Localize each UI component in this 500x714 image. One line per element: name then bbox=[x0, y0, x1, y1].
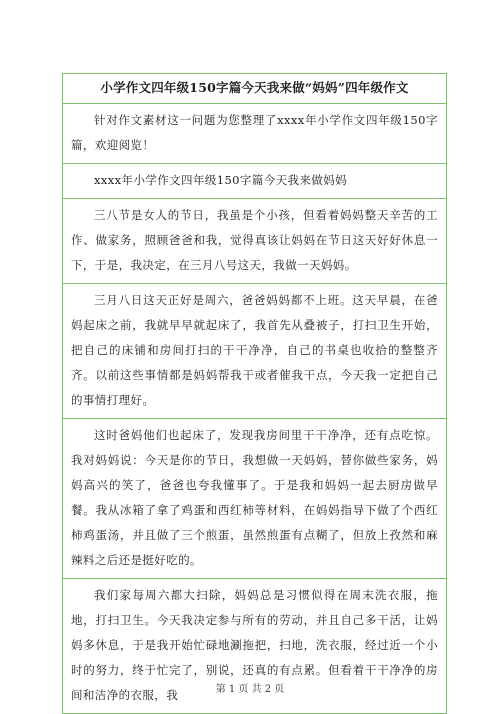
page-footer: 第 1 页 共 2 页 bbox=[215, 684, 285, 695]
document-table bbox=[62, 73, 447, 714]
essay-subtitle: xxxx年小学作文四年级150字篇今天我来做妈妈 bbox=[63, 163, 446, 198]
essay-paragraph-3: 这时爸妈他们也起床了，发现我房间里干干净净，还有点吃惊。我对妈妈说：今天是你的节日，我想做一天妈妈，替你做些家务，妈妈高兴的笑了，爸爸也夸我懂事了。于是我和妈妈一起去厨房做早餐。我从冰箱了拿了鸡蛋和西红柿等材料，在妈妈指导下做了个西红柿鸡蛋汤，并且做了三个煎蛋，虽然煎蛋有点糊了，但放上孜然和麻辣料之后还是挺好吃的。 bbox=[63, 418, 446, 578]
essay-paragraph-2: 三月八日这天正好是周六，爸爸妈妈都不上班。这天早晨，在爸妈起床之前，我就早早就起床了，我首先从叠被子，打扫卫生开始，把自己的床铺和房间打扫的干干净净，自己的书桌也收拾的整整齐齐。以前这些事情都是妈妈帮我干或者催我干点，今天我一定把自己的事情打理好。 bbox=[63, 283, 446, 418]
intro-paragraph: 针对作文素材这一问题为您整理了xxxx年小学作文四年级150字篇，欢迎阅览！ bbox=[63, 103, 446, 163]
essay-paragraph-1: 三八节是女人的节日，我虽是个小孩，但看着妈妈整天辛苦的工作、做家务，照顾爸爸和我，觉得真该让妈妈在节日这天好好休息一下，于是，我决定，在三月八号这天，我做一天妈妈。 bbox=[63, 198, 446, 283]
essay-paragraph-4: 我们家每周六都大扫除，妈妈总是习惯似得在周末洗衣服，拖地，打扫卫生。今天我决定参与所有的劳动，并且自己多干活，让妈妈多休息，于是我开始忙碌地涮拖把，扫地，洗衣服，经过近一个小时的努力，终于忙完了，别说，还真的有点累。但看着干干净净的房间和洁净的衣服，我 bbox=[63, 578, 446, 713]
document-title: 小学作文四年级150字篇今天我来做“妈妈”四年级作文 bbox=[100, 80, 409, 95]
